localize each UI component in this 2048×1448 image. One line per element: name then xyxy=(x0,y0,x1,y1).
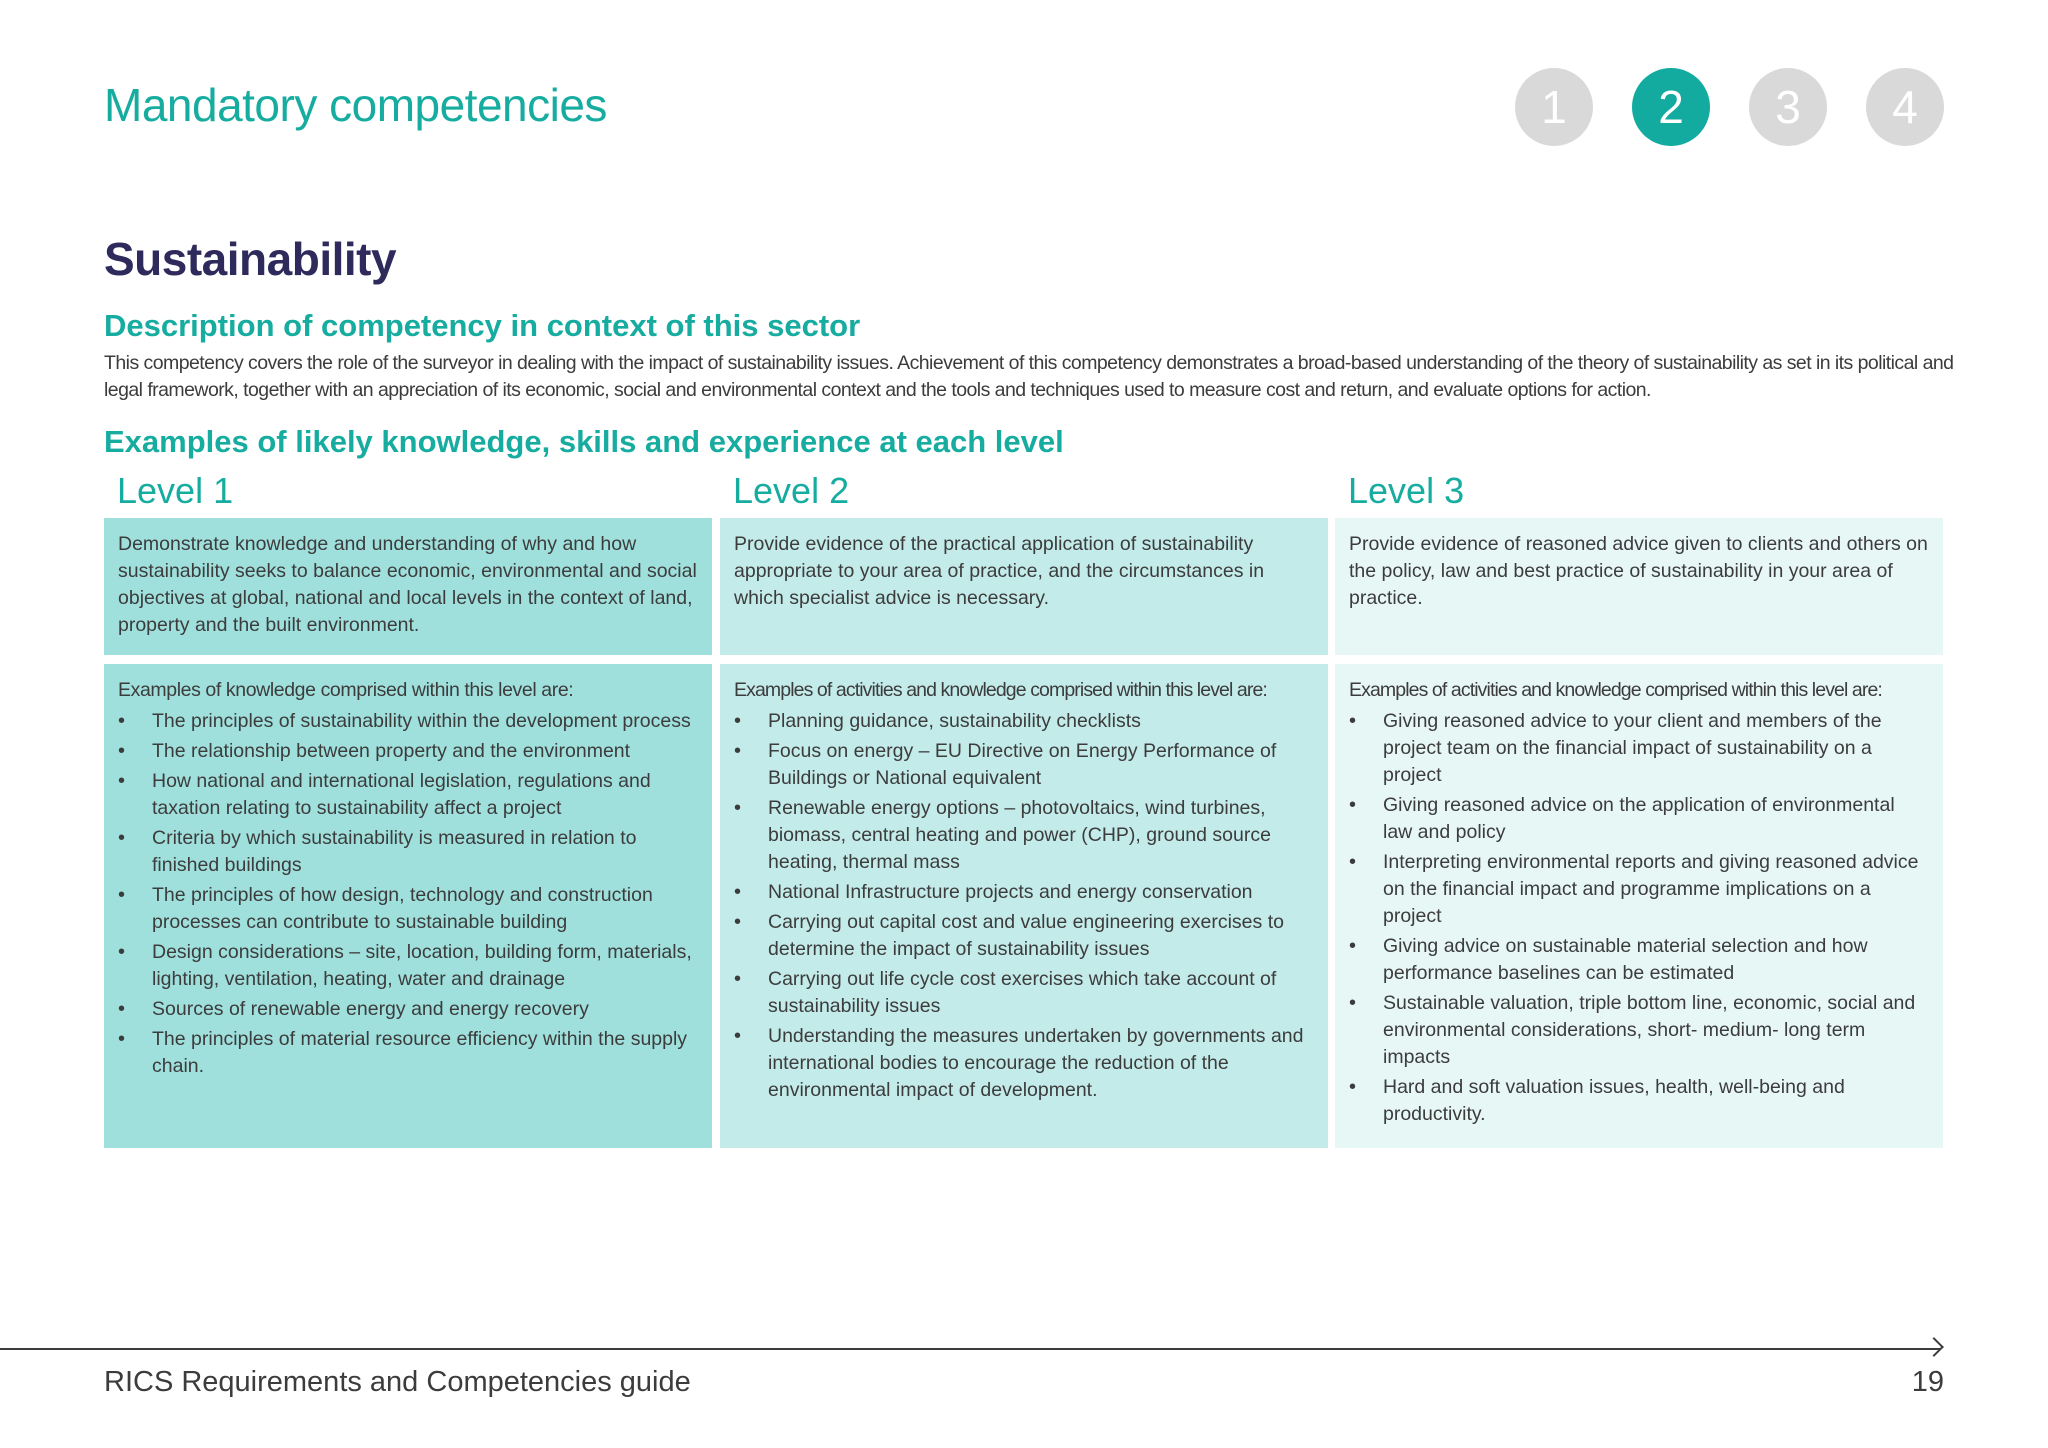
section-title: Mandatory competencies xyxy=(104,79,607,131)
level-1-summary-text: Demonstrate knowledge and understanding of why and how sustainability seeks to balance economic, environmental and social objectives at global, national and local levels in the context of land, property and the built environment. xyxy=(118,533,697,636)
list-item: • The principles of material resource efficiency within the supply chain. xyxy=(118,1026,698,1080)
list-item: • The principles of sustainability within the development process xyxy=(118,708,698,735)
arrow-right-icon xyxy=(1924,1337,1944,1357)
list-item: • Sources of renewable energy and energy recovery xyxy=(118,996,698,1023)
list-item: • Criteria by which sustainability is measured in relation to finished buildings xyxy=(118,825,698,879)
list-item: • Hard and soft valuation issues, health, well-being and productivity. xyxy=(1349,1074,1929,1128)
step-4-button[interactable]: 4 xyxy=(1866,68,1944,146)
list-item: • Design considerations – site, location, building form, materials, lighting, ventilation, heating, water and drainage xyxy=(118,939,698,993)
list-item: • Interpreting environmental reports and giving reasoned advice on the financial impact and programme implications on a project xyxy=(1349,849,1929,930)
level-1-bullet-list xyxy=(118,708,698,1080)
footer-divider xyxy=(0,1348,1940,1350)
list-item: • The relationship between property and the environment xyxy=(118,738,698,765)
level-1-examples xyxy=(104,664,712,1148)
step-3-button[interactable]: 3 xyxy=(1749,68,1827,146)
level-2-heading: Level 2 xyxy=(733,470,850,511)
list-item: • Focus on energy – EU Directive on Energy Performance of Buildings or National equivalent xyxy=(734,738,1314,792)
footer-guide-title: RICS Requirements and Competencies guide xyxy=(104,1366,691,1398)
level-1-heading: Level 1 xyxy=(117,470,234,511)
list-item: • Giving reasoned advice on the application of environmental law and policy xyxy=(1349,792,1929,846)
list-item: • Giving advice on sustainable material selection and how performance baselines can be estimated xyxy=(1349,933,1929,987)
level-2-examples-intro: Examples of activities and knowledge comprised within this level are: xyxy=(734,679,1267,701)
list-item: • National Infrastructure projects and energy conservation xyxy=(734,879,1314,906)
step-2-button[interactable]: 2 xyxy=(1632,68,1710,146)
list-item: • Giving reasoned advice to your client and members of the project team on the financial impact of sustainability on a project xyxy=(1349,708,1929,789)
competency-title: Sustainability xyxy=(104,233,397,285)
level-3-examples xyxy=(1335,664,1943,1148)
list-item: • Understanding the measures undertaken by governments and international bodies to encourage the reduction of the environmental impact of development. xyxy=(734,1023,1314,1104)
list-item: • The principles of how design, technology and construction processes can contribute to sustainable building xyxy=(118,882,698,936)
level-2-summary-text: Provide evidence of the practical application of sustainability appropriate to your area of practice, and the circumstances in which specialist advice is necessary. xyxy=(734,533,1265,609)
level-2-bullet-list xyxy=(734,708,1314,1104)
level-3-summary xyxy=(1335,518,1943,655)
list-item: • Sustainable valuation, triple bottom line, economic, social and environmental considerations, short- medium- long term impacts xyxy=(1349,990,1929,1071)
list-item: • Planning guidance, sustainability checklists xyxy=(734,708,1314,735)
list-item: • Renewable energy options – photovoltaics, wind turbines, biomass, central heating and power (CHP), ground source heating, thermal mass xyxy=(734,795,1314,876)
description-heading: Description of competency in context of this sector xyxy=(104,308,861,343)
list-item: • How national and international legislation, regulations and taxation relating to sustainability affect a project xyxy=(118,768,698,822)
page-number: 19 xyxy=(1911,1366,1944,1398)
description-text: This competency covers the role of the surveyor in dealing with the impact of sustainability issues. Achievement of this competency demonstrates a broad-based understanding of the theory of sustainability as set in its political and legal framework, together with an appreciation of its economic, social and environmental context and the tools and techniques used to measure cost and return, and evaluate options for action. xyxy=(104,352,1954,401)
level-1-examples-intro: Examples of knowledge comprised within this level are: xyxy=(118,679,574,701)
level-3-bullet-list xyxy=(1349,708,1929,1128)
examples-heading: Examples of likely knowledge, skills and experience at each level xyxy=(104,424,1064,459)
level-2-examples xyxy=(720,664,1328,1148)
level-3-examples-intro: Examples of activities and knowledge comprised within this level are: xyxy=(1349,679,1882,701)
list-item: • Carrying out life cycle cost exercises which take account of sustainability issues xyxy=(734,966,1314,1020)
level-3-summary-text: Provide evidence of reasoned advice given to clients and others on the policy, law and best practice of sustainability in your area of practice. xyxy=(1349,533,1928,609)
level-3-heading: Level 3 xyxy=(1348,470,1465,511)
level-1-summary xyxy=(104,518,712,655)
list-item: • Carrying out capital cost and value engineering exercises to determine the impact of sustainability issues xyxy=(734,909,1314,963)
level-2-summary xyxy=(720,518,1328,655)
step-indicator xyxy=(1515,68,1944,146)
step-1-button[interactable]: 1 xyxy=(1515,68,1593,146)
